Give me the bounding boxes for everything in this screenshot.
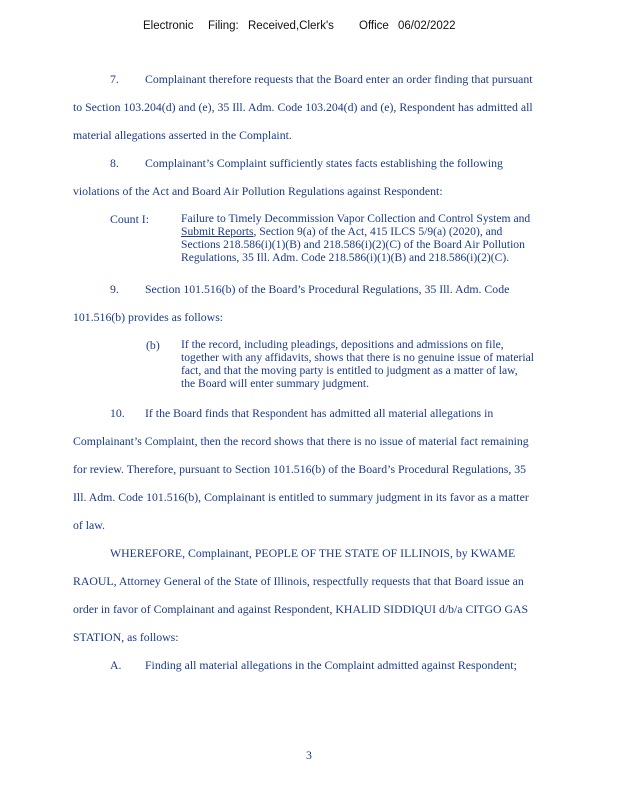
quote-line: fact, and that the moving party is entitled to judgment as a matter of law,: [181, 364, 518, 377]
count-line: [181, 225, 601, 238]
paragraph-line: Complainant therefore requests that the Board enter an order finding that pursuant: [145, 72, 533, 86]
stamp-word: Office: [359, 20, 389, 32]
count-line-rest: , Section 9(a) of the Act, 415 ILCS 5/9(a) (2020), and: [253, 225, 503, 238]
paragraph-line: WHEREFORE, Complainant, PEOPLE OF THE STATE OF ILLINOIS, by KWAME: [110, 546, 516, 560]
paragraph-number: 9.: [110, 282, 119, 296]
paragraph-line: material allegations asserted in the Complaint.: [73, 128, 292, 142]
quote-line: the Board will enter summary judgment.: [181, 377, 370, 390]
quote-text: [181, 338, 601, 390]
count-text: [181, 212, 601, 264]
paragraph-number: 10.: [110, 406, 125, 420]
paragraph-line: of law.: [73, 518, 105, 532]
paragraph-line: RAOUL, Attorney General of the State of Illinois, respectfully requests that that Board issue an: [73, 574, 524, 588]
stamp-word: 06/02/2022: [398, 20, 456, 32]
paragraph-line: If the Board finds that Respondent has admitted all material allegations in: [145, 406, 494, 420]
page-number: 3: [306, 748, 312, 762]
stamp-word: Received,Clerk's: [248, 20, 334, 32]
stamp-word: Filing:: [208, 20, 239, 32]
underlined-text: Submit Reports: [181, 225, 254, 238]
count-label: Count I:: [110, 212, 149, 226]
paragraph-line: STATION, as follows:: [73, 630, 179, 644]
item-text: Finding all material allegations in the Complaint admitted against Respondent;: [145, 658, 517, 672]
paragraph-line: Section 101.516(b) of the Board’s Procedural Regulations, 35 Ill. Adm. Code: [145, 282, 510, 296]
paragraph-number: 7.: [110, 72, 119, 86]
paragraph-line: to Section 103.204(d) and (e), 35 Ill. Adm. Code 103.204(d) and (e), Respondent has admitted all: [73, 100, 533, 114]
quote-label: (b): [146, 338, 160, 352]
count-line: Sections 218.586(i)(1)(B) and 218.586(i)(2)(C) of the Board Air Pollution: [181, 238, 525, 251]
stamp-word: Electronic: [143, 20, 194, 32]
count-title: Failure to Timely Decommission Vapor Collection and Control System and: [181, 212, 531, 225]
paragraph-line: for review. Therefore, pursuant to Section 101.516(b) of the Board’s Procedural Regulations, 35: [73, 462, 527, 476]
paragraph-line: Complainant’s Complaint, then the record shows that there is no issue of material fact remaining: [73, 434, 529, 448]
quote-line: together with any affidavits, shows that there is no genuine issue of material: [181, 351, 534, 364]
paragraph-number: 8.: [110, 156, 119, 170]
quote-line: If the record, including pleadings, depositions and admissions on file,: [181, 338, 504, 351]
item-label: A.: [110, 658, 122, 672]
paragraph-line: violations of the Act and Board Air Pollution Regulations against Respondent:: [73, 184, 443, 198]
paragraph-line: Complainant’s Complaint sufficiently states facts establishing the following: [145, 156, 503, 170]
paragraph-line: 101.516(b) provides as follows:: [73, 310, 224, 324]
count-line: Regulations, 35 Ill. Adm. Code 218.586(i)(1)(B) and 218.586(i)(2)(C).: [181, 251, 510, 264]
paragraph-line: Ill. Adm. Code 101.516(b), Complainant is entitled to summary judgment in its favor as a matter: [73, 490, 529, 504]
paragraph-line: order in favor of Complainant and against Respondent, KHALID SIDDIQUI d/b/a CITGO GAS: [73, 602, 529, 616]
